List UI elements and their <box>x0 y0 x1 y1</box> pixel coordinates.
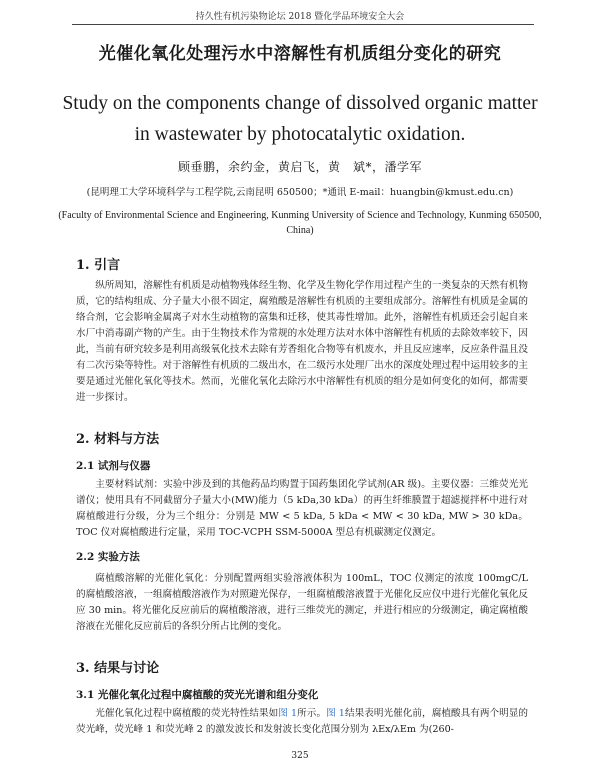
subsection-heading-fluorescence: 3.1 光催化氧化过程中腐植酸的荧光光谱和组分变化 <box>76 689 319 701</box>
reagents-paragraph: 主要材料试剂：实验中涉及到的其他药品均购置于国药集团化学试剂(AR 级)。主要仪器：三维荧光光谱仪；使用具有不同截留分子量大小(MW)能力（5 kDa,30 kDa）的再生纤维膜置于超滤搅拌杯中进行对腐植酸进行分级，分为三个组分：分别是 MW < 5 kDa, 5 kDa < MW < 30 kDa, MW > 30 kDa。TOC 仪对腐植酸进行定量，采用 TOC-VCPH SSM-5000A 型总有机碳测定仪测定。 <box>76 479 528 538</box>
author-list: 顾垂鹏，余约金，黄启飞，黄 斌*，潘学军 <box>177 160 422 174</box>
figure-reference-link[interactable]: 图 1 <box>278 708 298 719</box>
section-heading-materials-methods: 2. 材料与方法 <box>76 432 160 447</box>
paragraph-text: 所示。 <box>297 708 327 719</box>
experimental-method-paragraph: 腐植酸溶解的光催化氧化：分别配置两组实验溶液体积为 100mL，TOC 仪测定的浓度 100mgC/L 的腐植酸溶液，一组腐植酸溶液作为对照避光保存，一组腐植酸溶液置于光催化反应仪中进行光催化氧化反应 30 min。将光催化反应前后的腐植酸溶液，进行三维荧光的测定，并进行相应的分级测定，确定腐植酸溶液在光催化反应前后的各织分所占比例的变化。 <box>76 573 528 632</box>
subsection-heading-reagents: 2.1 试剂与仪器 <box>76 460 151 472</box>
page-number: 325 <box>291 751 309 761</box>
title-chinese: 光催化氧化处理污水中溶解性有机质组分变化的研究 <box>98 44 502 64</box>
subsection-heading-experimental-method: 2.2 实验方法 <box>76 551 140 563</box>
section-heading-introduction: 1. 引言 <box>76 258 121 273</box>
running-header: 持久性有机污染物论坛 2018 暨化学品环境安全大会 <box>195 12 405 22</box>
section-heading-results: 3. 结果与讨论 <box>76 661 160 676</box>
figure-reference-link[interactable]: 图 1 <box>326 708 345 719</box>
fluorescence-paragraph <box>76 706 528 738</box>
introduction-paragraph: 纵所周知，溶解性有机质是动植物残体经生物、化学及生物化学作用过程产生的一类复杂的天然有机物质，它的结构组成、分子量大小很不固定，腐殖酸是溶解性有机质的主要组成部分。溶解性有机质是金属的络合剂，它会影响金属离子对水生动植物的富集和迁移，使其毒性增加。此外，溶解性有机质还会引起自来水厂中消毒副产物的产生。由于生物技术作为常规的水处理方法对水体中溶解性有机质的去除效率较下，因此，当前有研究较多是利用高级氧化技术去除有芳香组化合物等有机废水，并且反应速率，反应条件温且没有二次污染等特性。对于溶解性有机质的二级出水，在二级污水处理厂出水的深度处理过程中运用较多的主要是通过光催化氧化等技术。然而，光催化氧化去除污水中溶解性有机质的组分是如何变化的如何，都需要进一步探讨。 <box>76 280 528 403</box>
header-rule <box>72 24 534 25</box>
paragraph-text: 光催化氧化过程中腐植酸的荧光特性结果如 <box>95 708 279 719</box>
title-english: Study on the components change of dissolved organic matter in wastewater by photocatalytic oxidation. <box>62 93 538 145</box>
affiliation-chinese: (昆明理工大学环境科学与工程学院,云南昆明 650500；*通讯 E-mail：huangbin@kmust.edu.cn) <box>86 187 514 198</box>
affiliation-english: (Faculty of Environmental Science and Engineering, Kunming University of Science and Technology, Kunming 650500, China) <box>58 210 542 236</box>
paragraph-text: 结果表明光催化前，腐植酸具有两个明显的荧光峰，荧光峰 1 和荧光峰 2 的激发波长和发射波长变化范围分别为 λEx/λEm 为(260- <box>76 708 529 735</box>
